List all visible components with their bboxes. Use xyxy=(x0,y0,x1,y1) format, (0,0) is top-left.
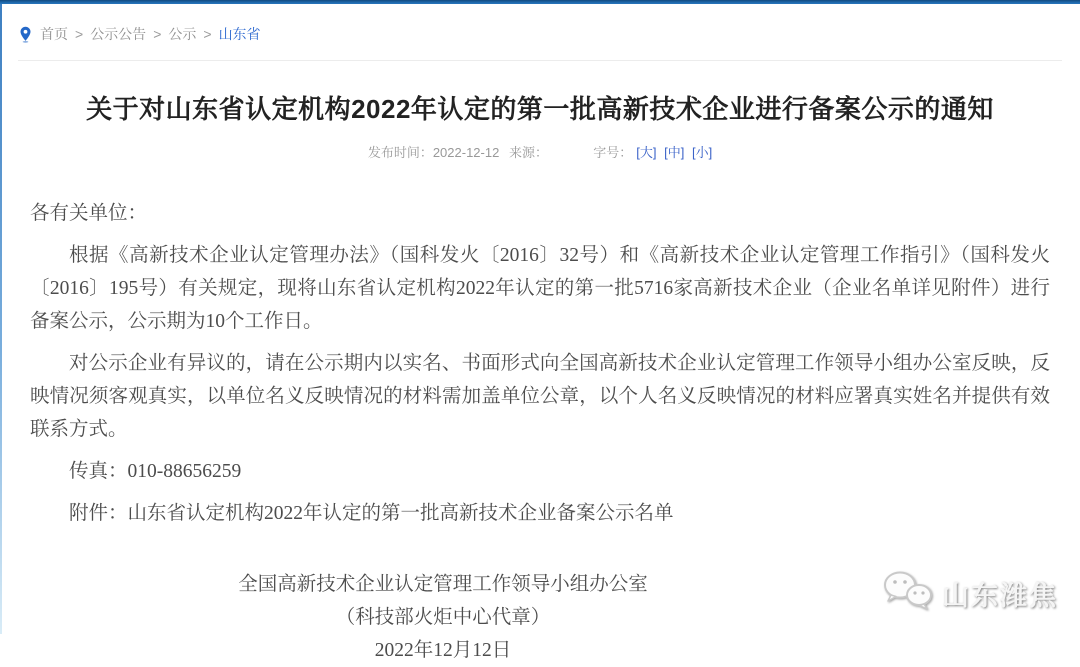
article-body xyxy=(30,197,1050,530)
font-size-small-button[interactable]: [小] xyxy=(691,145,713,160)
breadcrumb-separator: > xyxy=(153,26,162,42)
font-size-medium-button[interactable]: [中] xyxy=(664,145,685,160)
signature-seal-note: （科技部火炬中心代章） xyxy=(335,607,551,628)
signature-block xyxy=(0,568,886,667)
watermark xyxy=(882,569,1058,618)
left-accent-border xyxy=(0,4,2,634)
watermark-text: 山东潍焦 xyxy=(942,581,1058,611)
fax-line: 传真：010-88656259 xyxy=(69,461,242,482)
publish-date: 2022-12-12 xyxy=(432,145,500,160)
breadcrumb-announcements[interactable]: 公示公告 xyxy=(90,26,147,42)
font-size-label: 字号： xyxy=(593,145,633,160)
page-title: 关于对山东省认定机构2022年认定的第一批高新技术企业进行备案公示的通知 xyxy=(86,94,994,124)
source-label: 来源： xyxy=(508,145,548,160)
signature-org: 全国高新技术企业认定管理工作领导小组办公室 xyxy=(238,574,648,595)
breadcrumb-publicity[interactable]: 公示 xyxy=(168,26,197,42)
publish-time-label: 发布时间： xyxy=(367,145,433,160)
signature-date: 2022年12月12日 xyxy=(374,640,512,661)
attachment-line: 附件：山东省认定机构2022年认定的第一批高新技术企业备案公示名单 xyxy=(69,503,674,524)
paragraph-basis: 根据《高新技术企业认定管理办法》（国科发火〔2016〕32号）和《高新技术企业认定管理工作指引》（国科发火〔2016〕195号）有关规定，现将山东省认定机构2022年认定的第一批5716家高新技术企业（企业名单详见附件）进行备案公示，公示期为10个工作日。 xyxy=(30,245,1050,332)
salutation-line: 各有关单位： xyxy=(30,203,148,224)
paragraph-objection: 对公示企业有异议的，请在公示期内以实名、书面形式向全国高新技术企业认定管理工作领导小组办公室反映，反映情况须客观真实，以单位名义反映情况的材料需加盖单位公章，以个人名义反映情况的材料应署真实姓名并提供有效联系方式。 xyxy=(30,353,1050,440)
breadcrumb xyxy=(0,0,1080,58)
top-accent-bar xyxy=(0,0,1080,4)
breadcrumb-home[interactable]: 首页 xyxy=(40,26,68,42)
breadcrumb-divider xyxy=(18,60,1062,61)
breadcrumb-separator: > xyxy=(203,26,212,42)
article-meta xyxy=(0,142,1080,161)
location-pin-icon xyxy=(18,26,33,43)
breadcrumb-separator: > xyxy=(75,26,84,42)
wechat-icon xyxy=(882,569,942,618)
breadcrumb-shandong[interactable]: 山东省 xyxy=(218,26,261,42)
font-size-large-button[interactable]: [大] xyxy=(636,145,657,160)
